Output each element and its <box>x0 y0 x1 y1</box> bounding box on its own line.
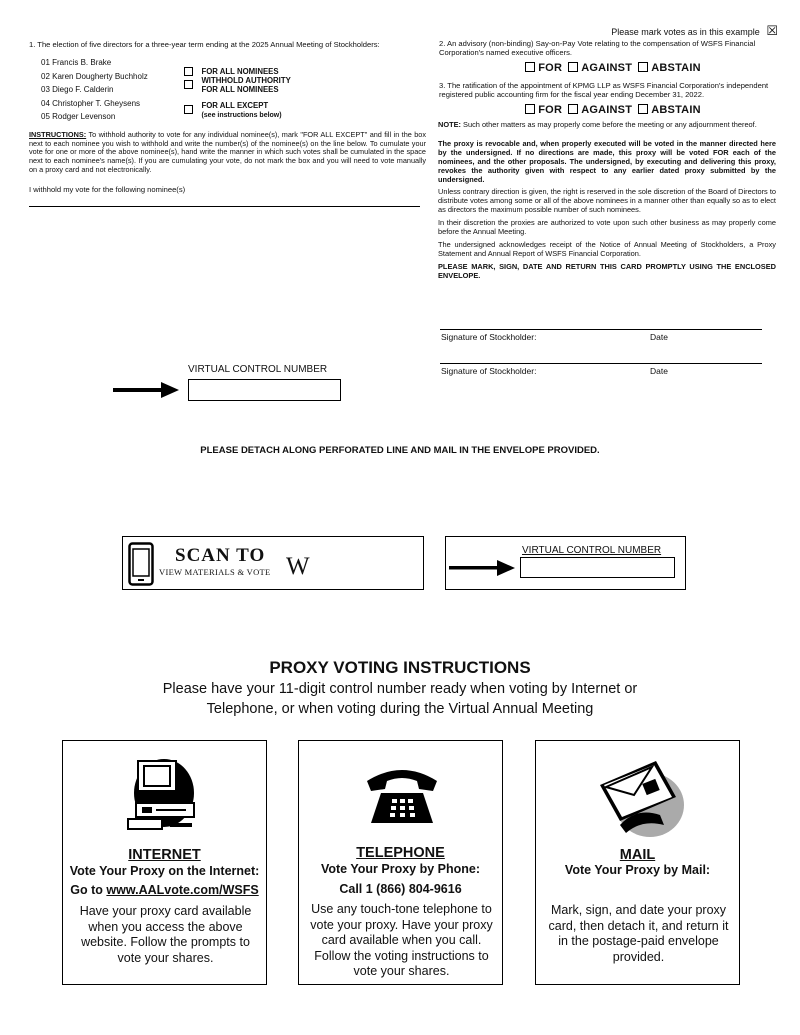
telephone-sub1: Vote Your Proxy by Phone: <box>320 862 481 876</box>
p3-against-label: AGAINST <box>581 104 633 116</box>
nominee-4: 04 Christopher T. Gheysens <box>41 98 141 108</box>
option-withhold[interactable] <box>184 76 291 94</box>
date-label-1: Date <box>650 332 668 342</box>
date-label-2: Date <box>650 366 668 376</box>
proposal-3-votes <box>525 104 701 116</box>
telephone-number[interactable]: Call 1 (866) 804-9616 <box>339 882 462 896</box>
option-except-note: (see instructions below) <box>201 112 282 119</box>
p3-against-checkbox[interactable] <box>568 104 578 114</box>
example-mark: ☒ <box>766 23 778 38</box>
scan-subtitle: VIEW MATERIALS & VOTE <box>159 567 271 577</box>
checkbox-for-all-except[interactable] <box>184 105 193 114</box>
p3-for-label: FOR <box>538 104 563 116</box>
withhold-line-label: I withhold my vote for the following nominee(s) <box>29 185 186 194</box>
proposal-3-title: 3. The ratification of the appointment of KPMG LLP as WSFS Financial Corporation's independent registered public accounting firm for the fiscal year ending December 31, 2022. <box>439 81 769 100</box>
option-except-line1: FOR ALL EXCEPT <box>201 101 269 110</box>
lower-control-label: VIRTUAL CONTROL NUMBER <box>522 545 662 556</box>
internet-sub2 <box>63 883 266 897</box>
discretion-paragraph: In their discretion the proxies are authorized to vote upon such other business as may properly come before the Annual Meeting. <box>438 218 776 237</box>
arrow-right-icon <box>113 382 179 398</box>
p2-abstain-label: ABSTAIN <box>651 62 701 74</box>
proxy-line-1: Please have your 11-digit control number ready when voting by Internet or <box>162 681 638 697</box>
signature-label-2: Signature of Stockholder: <box>441 366 537 376</box>
contrary-paragraph: Unless contrary direction is given, the right is reserved in the sole discretion of the Board of Directors to distribute votes among some or all of the above nominees in a manner other than equally so as to elect as directors the maximum possible number of such nominees. <box>438 187 776 215</box>
p2-for-label: FOR <box>538 62 563 74</box>
smartphone-icon <box>128 542 154 586</box>
internet-goto: Go to <box>70 883 107 897</box>
mail-sub1: Vote Your Proxy by Mail: <box>564 863 711 877</box>
telephone-card <box>298 740 503 985</box>
p2-for-checkbox[interactable] <box>525 62 535 72</box>
option-withhold-line2: FOR ALL NOMINEES <box>201 85 279 94</box>
computer-icon <box>126 755 204 835</box>
detach-instruction: PLEASE DETACH ALONG PERFORATED LINE AND MAIL IN THE ENVELOPE PROVIDED. <box>200 445 600 456</box>
telephone-body: Use any touch-tone telephone to vote your proxy. Have your proxy card available when you call. Follow the voting instructions to vote your shares. <box>310 902 493 978</box>
proposal-2-title: 2. An advisory (non-binding) Say-on-Pay Vote relating to the compensation of WSFS Financial Corporation's named executive officers. <box>439 39 756 58</box>
mail-title: MAIL <box>619 847 656 863</box>
withhold-write-line[interactable] <box>29 206 420 207</box>
option-for-all-except[interactable] <box>184 101 282 120</box>
proposal-2-votes <box>525 62 701 74</box>
arrow-right-icon <box>449 560 515 576</box>
instructions-text: To withhold authority to vote for any individual nominee(s), mark "FOR ALL EXCEPT" and fill in the box next to each nominee you wish to withhold and write the number(s) of the nominee(s) on the line below. To cumulate your vote for one or more of the above nominee(s), hand write the manner in which such votes shall be cumulated in the space next to each nominee's name(s). If you are cumulating your vote, do not mark the box and you will need to vote manually on a proxy card and not electronically. <box>29 130 426 174</box>
p3-abstain-label: ABSTAIN <box>651 104 701 116</box>
signature-line-2[interactable] <box>440 363 762 364</box>
lower-control-number-box[interactable] <box>520 557 675 578</box>
checkbox-withhold[interactable] <box>184 80 193 89</box>
internet-url-link[interactable]: www.AALvote.com/WSFS <box>106 883 259 897</box>
scan-logo: W <box>286 553 310 580</box>
signature-line-1[interactable] <box>440 329 762 330</box>
internet-sub1: Vote Your Proxy on the Internet: <box>69 864 260 878</box>
internet-title: INTERNET <box>128 847 201 863</box>
signature-label-1: Signature of Stockholder: <box>441 332 537 342</box>
nominee-3: 03 Diego F. Calderin <box>41 85 114 94</box>
example-instruction <box>611 23 778 39</box>
revocable-paragraph: The proxy is revocable and, when properly executed will be voted in the manner directed here by the undersigned. If no directions are made, this proxy will be voted FOR each of the nominees, and the other proposals. The undersigned, by executing and delivering this proxy, revokes the authority given with respect to any earlier dated proxy submitted by the undersigned. <box>438 138 776 184</box>
nominee-2: 02 Karen Dougherty Buchholz <box>41 71 148 81</box>
p3-abstain-checkbox[interactable] <box>638 104 648 114</box>
nominee-5: 05 Rodger Levenson <box>41 112 116 121</box>
mail-envelope-icon <box>590 755 690 841</box>
instructions-label: INSTRUCTIONS: <box>29 130 87 139</box>
option-for-all-label: FOR ALL NOMINEES <box>201 67 279 77</box>
control-number-label: VIRTUAL CONTROL NUMBER <box>188 364 328 375</box>
scan-to-box[interactable] <box>122 536 424 590</box>
instructions-block <box>29 131 426 175</box>
lower-control-box <box>445 536 686 590</box>
p3-for-checkbox[interactable] <box>525 104 535 114</box>
internet-body: Have your proxy card available when you access the above website. Follow the prompts to vote your shares. <box>79 904 252 965</box>
control-number-box[interactable] <box>188 379 341 401</box>
acknowledge-paragraph: The undersigned acknowledges receipt of the Notice of Annual Meeting of Stockholders, a Proxy Statement and Annual Report of WSFS Financial Corporation. <box>438 239 776 258</box>
proposal-1-title: 1. The election of five directors for a three-year term ending at the 2025 Annual Meeting of Stockholders: <box>29 40 380 49</box>
internet-card <box>62 740 267 985</box>
please-mark-paragraph: PLEASE MARK, SIGN, DATE AND RETURN THIS CARD PROMPTLY USING THE ENCLOSED ENVELOPE. <box>438 261 776 280</box>
option-withhold-line1: WITHHOLD AUTHORITY <box>201 76 291 85</box>
mail-body: Mark, sign, and date your proxy card, then detach it, and return it in the postage-paid envelope provided. <box>548 903 729 964</box>
p2-against-checkbox[interactable] <box>568 62 578 72</box>
example-text: Please mark votes as in this example <box>611 27 760 37</box>
scan-title: SCAN TO <box>175 545 266 566</box>
right-text-block <box>438 121 776 281</box>
proxy-title: PROXY VOTING INSTRUCTIONS <box>269 658 531 677</box>
p2-against-label: AGAINST <box>581 62 633 74</box>
telephone-icon <box>363 763 441 827</box>
proxy-line-2: Telephone, or when voting during the Virtual Annual Meeting <box>206 701 594 717</box>
note-label: NOTE: <box>438 120 461 129</box>
option-except-label <box>201 101 281 120</box>
note-text: Such other matters as may properly come before the meeting or any adjournment thereof. <box>461 120 757 129</box>
mail-card <box>535 740 740 985</box>
p2-abstain-checkbox[interactable] <box>638 62 648 72</box>
checkbox-for-all[interactable] <box>184 67 193 76</box>
note-paragraph <box>438 121 776 130</box>
nominee-list <box>41 56 181 124</box>
telephone-title: TELEPHONE <box>356 845 445 861</box>
option-withhold-label <box>201 76 290 94</box>
nominee-1: 01 Francis B. Brake <box>41 58 112 67</box>
